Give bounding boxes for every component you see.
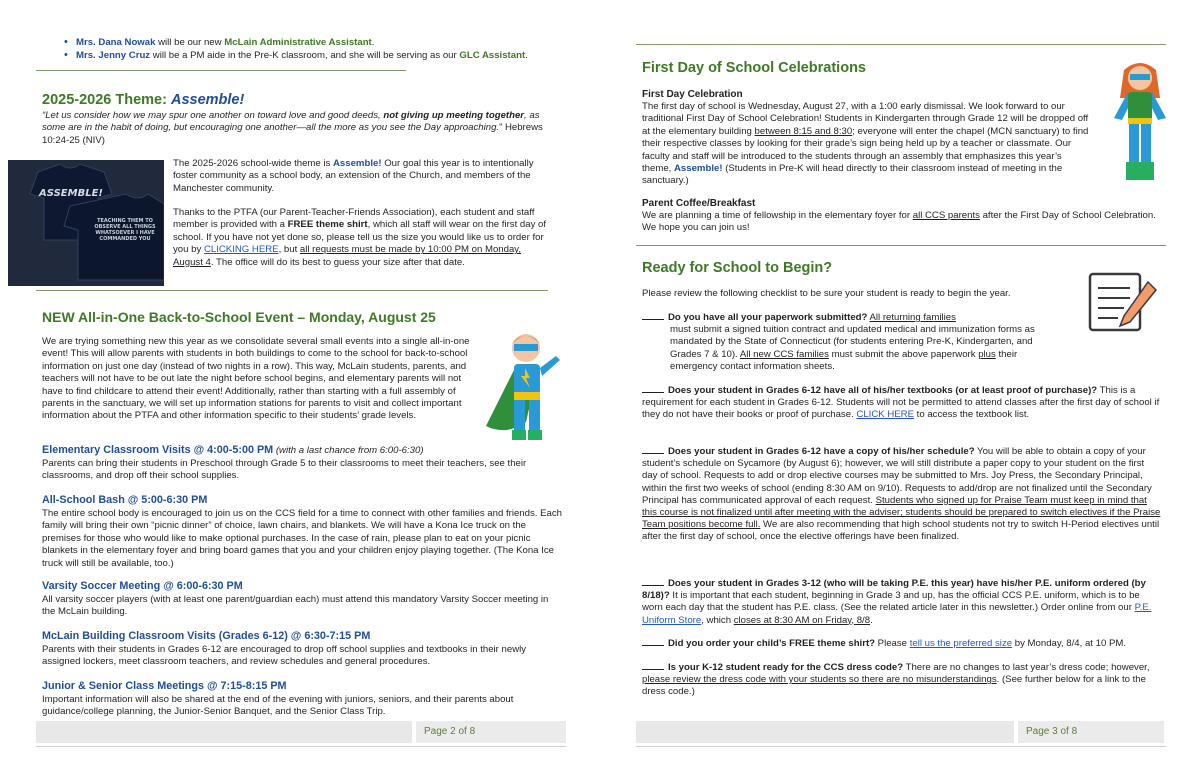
checkbox-blank[interactable] — [642, 384, 664, 393]
theme-paragraph-1: The 2025-2026 school-wide theme is Assemble! Our goal this year is to intentionally foster community as a school body, an extension of the Church, and members of the Manchester community. — [173, 158, 534, 194]
list-item: • Mrs. Dana Nowak will be our new McLain Administrative Assistant. — [76, 36, 580, 49]
theme-verse: “Let us consider how we may spur one another on toward love and good deeds, not giving up meeting together, as some are in the habit of doing, but encouraging one another—all the more as you see the Day approaching.” Hebrews 10:24-25 (NIV) — [42, 110, 543, 146]
shirt-icon — [8, 160, 164, 286]
checklist-uniform: Does your student in Grades 3-12 (who will be taking P.E. this year) have his/her P.E. uniform ordered (by 8/18)? It is important that each student, beginning in Grade 3 and up, has the official CCS P.E. uniform, which is to be worn each day that the student has P.E. class. (See the related article later in this newsletter.) Order online from our P.E. Uniform Store, which closes at 8:30 AM on Friday, 8/8. — [642, 578, 1152, 626]
superhero-icon — [1104, 58, 1176, 186]
shirt-front-text: ASSEMBLE! — [39, 188, 103, 199]
superhero-icon — [476, 326, 576, 450]
event-section-soccer: Varsity Soccer Meeting @ 6:00-6:30 PM All varsity soccer players (with at least one parent/guardian each) must attend this mandatory Varsity Soccer meeting in the McLain building. — [42, 580, 549, 618]
footer-bar — [36, 721, 412, 743]
divider — [36, 290, 548, 291]
footer-divider — [36, 746, 566, 747]
checkbox-blank[interactable] — [642, 661, 664, 670]
checkbox-blank[interactable] — [642, 311, 664, 320]
event-section-mclain: McLain Building Classroom Visits (Grades 6-12) @ 6:30-7:15 PM Parents with their students in Grades 6-12 are encouraged to drop off school supplies and textbooks in their newly assigned lockers, meet classroom teachers, and review schedules and general procedures. — [42, 630, 527, 668]
shirt-back-text: TEACHING THEM TO OBSERVE ALL THINGS WHATSOEVER I HAVE COMMANDED YOU — [94, 218, 156, 242]
event-intro: We are trying something new this year as we consolidate several small events into a single all-in-one event! This will allow parents with students in both buildings to come to the school for back-to-school information on just one day (instead of two nights in a row). This way, McLain students, parents, and teachers will not have to be out late the night before school begins, and elementary parents will not have to find childcare to attend their event! Additionally, rather than starting with a full assembly of parents in the sanctuary, we will set up information stations for parents to visit and collect important information about the PTFA and other information specific to their students’ grade levels. — [42, 336, 470, 422]
click-here-link[interactable]: CLICK HERE — [856, 409, 914, 421]
pe-uniform-store-link[interactable]: P.E. Uniform Store — [642, 602, 1152, 626]
checklist-textbooks: Does your student in Grades 6-12 have all of his/her textbooks (or at least proof of purchase)? This is a requirement for each student in Grades 6-12. Students will not be permitted to attend classes after the first day of school if they do not have their books or proof of purchase. CLICK HERE to access the textbook list. — [642, 385, 1160, 421]
clicking-here-link[interactable]: CLICKING HERE — [203, 244, 279, 256]
theme-heading: 2025-2026 Theme: Assemble! — [42, 92, 245, 108]
footer-bar — [636, 721, 1014, 743]
page-number: Page 3 of 8 — [1018, 721, 1164, 743]
checklist-paperwork: Do you have all your paperwork submitted? All returning families must submit a signed tuition contract and updated medical and immunization forms as mandated by the State of Connecticut (for students entering Pre-K, Kindergarten, and Grades 7 & 10). All new CCS families must submit the above paperwork plus their emergency contact information sheets. — [642, 311, 1122, 373]
checklist-theme-shirt: Did you order your child’s FREE theme shirt? Please tell us the preferred size by Monday, 8/4, at 10 PM. — [642, 637, 1162, 650]
checkbox-blank[interactable] — [642, 637, 664, 646]
divider — [636, 44, 1166, 45]
celebrations-heading: First Day of School Celebrations — [642, 60, 866, 76]
checkbox-blank[interactable] — [642, 445, 664, 454]
theme-shirt-image — [8, 160, 164, 286]
superhero-girl-image — [1104, 58, 1176, 186]
preferred-size-link[interactable]: tell us the preferred size — [909, 638, 1013, 649]
ready-intro: Please review the following checklist to be sure your student is ready to begin the year. — [642, 288, 1011, 299]
footer-divider — [636, 746, 1166, 747]
divider — [636, 245, 1166, 246]
list-item: • Mrs. Jenny Cruz will be a PM aide in the Pre-K classroom, and she will be serving as our GLC Assistant. — [76, 49, 580, 62]
page-3 — [600, 0, 1200, 776]
divider — [36, 70, 406, 71]
checklist-dress-code: Is your K-12 student ready for the CCS dress code? There are no changes to last year’s dress code; however, please review the dress code with your students so there are no misunderstandings. (See further below for a link to the dress code.) — [642, 662, 1150, 698]
event-heading: NEW All-in-One Back-to-School Event – Monday, August 25 — [42, 309, 436, 325]
event-section-junior-senior: Junior & Senior Class Meetings @ 7:15-8:15 PM Important information will also be shared at the end of the evening with juniors, seniors, and their parents about guidance/college planning, the Junior-Senior Banquet, and the Senior Class Trip. — [42, 680, 514, 718]
theme-paragraph-2: Thanks to the PTFA (our Parent-Teacher-Friends Association), each student and staff member is provided with a FREE theme shirt, which all staff will wear on the first day of school. If you have not yet done so, please tell us the size you would like us to order for you by CLICKING HERE, but all requests must be made by 10:00 PM on Monday, August 4. The office will do its best to guess your size after that date. — [173, 207, 547, 268]
checkbox-blank[interactable] — [642, 577, 664, 586]
superhero-boy-image — [476, 326, 576, 450]
staff-list — [40, 36, 580, 62]
parent-coffee: Parent Coffee/Breakfast We are planning a time of fellowship in the elementary foyer for all CCS parents after the First Day of School Celebration. We hope you can join us! — [642, 198, 1156, 234]
page-number: Page 2 of 8 — [416, 721, 566, 743]
event-section-elementary: Elementary Classroom Visits @ 4:00-5:00 PM (with a last chance from 6:00-6:30) Parents can bring their students in Preschool through Grade 5 to their classrooms to meet their teachers, see their classrooms, and drop off their school supplies. — [42, 444, 527, 482]
first-day-celebration: First Day Celebration The first day of school is Wednesday, August 27, with a 1:00 early dismissal. We look forward to our traditional First Day of School Celebration! Students in Kindergarten through Grade 12 will be dropped off at the elementary building between 8:15 and 8:30; everyone will enter the chapel (MCN sanctuary) to find their respective classes by looking for their grade’s sign being held up by a teacher or classmate. Our faculty and staff will be introduced to the students through an assembly that emphasizes this year’s theme, Assemble! (Students in Pre-K will head directly to their classroom instead of meeting in the sanctuary.) — [642, 89, 1089, 187]
event-section-bash: All-School Bash @ 5:00-6:30 PM The entire school body is encouraged to join us on the CCS field for a time to connect with other families and friends. Each family will bring their own “picnic dinner” of choice, lawn chairs, and blankets. We will have a Kona Ice truck on the premises for those who would like to make optional purchases. In the case of rain, please plan to eat on your picnic blankets in the elementary foyer and bring board games that you and your children enjoy playing together. (The Kona Ice truck will still be available, too.) — [42, 494, 562, 569]
checklist-schedule: Does your student in Grades 6-12 have a copy of his/her schedule? You will be able to obtain a copy of your student’s schedule on Sycamore (by August 6); however, we will still distribute a paper copy to your student on the first day of school. Requests to add or drop elective courses may be submitted to Mrs. Joy Press, the Secondary Principal, within the first two weeks of school (ending 8:30 AM on 9/10). Requests to add/drop are not finalized until the Secondary Principal has communicated approval of each request. Students who signed up for Praise Team must keep in mind that this course is not finalized until after meeting with the adviser; students should be prepared to switch electives if the Praise Team positions become full. We are also recommending that high school students not try to switch H-Period electives until after the first day of school, once the elective offerings have been finalized. — [642, 446, 1161, 543]
ready-heading: Ready for School to Begin? — [642, 260, 833, 276]
